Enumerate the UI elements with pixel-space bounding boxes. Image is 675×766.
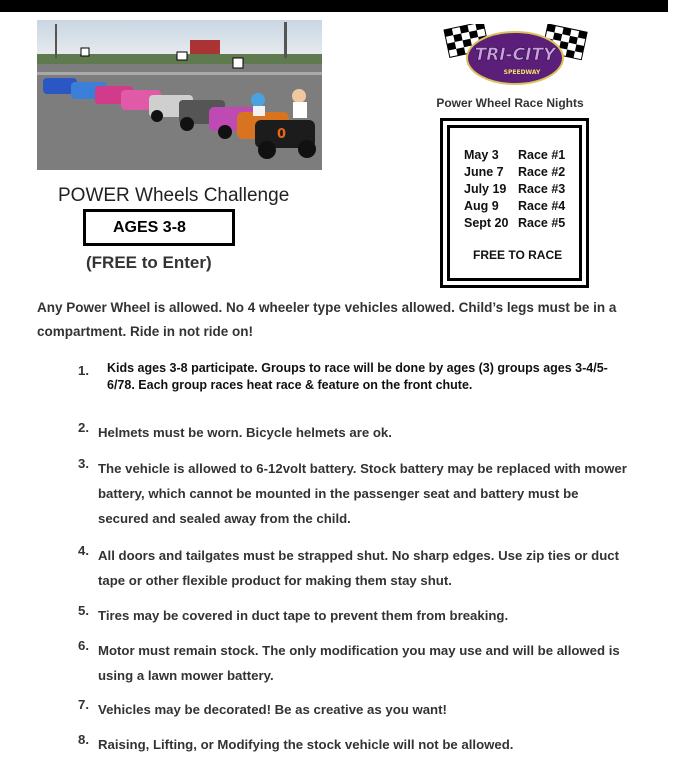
logo-subtext: SPEEDWAY xyxy=(503,69,541,76)
schedule-date: May 3 xyxy=(464,148,499,162)
schedule-race: Race #5 xyxy=(518,216,566,230)
schedule-row xyxy=(464,182,579,199)
rule-item xyxy=(78,543,628,593)
schedule-date: June 7 xyxy=(464,165,504,179)
challenge-title: POWER Wheels Challenge xyxy=(58,185,290,206)
rule-text: Tires may be covered in duct tape to prevent them from breaking. xyxy=(98,608,509,623)
rule-item xyxy=(78,697,628,722)
rule-number: 2. xyxy=(78,420,89,435)
right-margin xyxy=(668,0,675,766)
tri-city-speedway-logo xyxy=(440,24,590,90)
rule-item xyxy=(78,638,628,688)
rule-text: Helmets must be worn. Bicycle helmets are ok. xyxy=(98,425,392,440)
ages-box: AGES 3-8 xyxy=(83,209,235,246)
schedule-race: Race #1 xyxy=(518,148,566,162)
rule-number: 7. xyxy=(78,697,89,712)
rule-number: 5. xyxy=(78,603,89,618)
schedule-row xyxy=(464,216,579,233)
schedule-race: Race #3 xyxy=(518,182,566,196)
rule-item xyxy=(78,420,628,445)
rule-item xyxy=(78,360,628,393)
rule-number: 3. xyxy=(78,456,89,471)
svg-text:0: 0 xyxy=(277,127,287,142)
rule-text: Motor must remain stock. The only modification you may use and will be allowed is using a lawn mower battery. xyxy=(98,643,620,683)
rule-text: All doors and tailgates must be strapped shut. No sharp edges. Use zip ties or duct tape or other flexible product for making them stay shut. xyxy=(98,548,620,588)
schedule-date: July 19 xyxy=(464,182,507,196)
rule-item xyxy=(78,603,628,628)
logo-text: TRI-CITY xyxy=(474,45,556,65)
schedule-date: Aug 9 xyxy=(464,199,499,213)
race-photo xyxy=(37,20,322,170)
schedule-box xyxy=(440,118,589,288)
free-to-enter-note: (FREE to Enter) xyxy=(86,253,212,272)
rule-text: The vehicle is allowed to 6-12volt battery. Stock battery may be replaced with mower battery, which cannot be mounted in the passenger seat and battery must be secured and sealed away from the child. xyxy=(98,461,627,526)
schedule-inner-border xyxy=(447,125,582,281)
schedule-row xyxy=(464,165,579,182)
rule-item xyxy=(78,456,628,531)
free-to-race-note: FREE TO RACE xyxy=(473,248,563,262)
rule-number: 4. xyxy=(78,543,89,558)
rule-text: Kids ages 3-8 participate. Groups to race will be done by ages (3) groups ages 3-4/5-6/78. Each group races heat race & feature on the front chute. xyxy=(107,361,608,392)
schedule-race: Race #2 xyxy=(518,165,566,179)
intro-paragraph: Any Power Wheel is allowed. No 4 wheeler type vehicles allowed. Child’s legs must be in a compartment. Ride in not ride on! xyxy=(37,300,617,339)
schedule-row xyxy=(464,148,579,165)
rule-item xyxy=(78,732,628,757)
rule-number: 8. xyxy=(78,732,89,747)
schedule-race: Race #4 xyxy=(518,199,566,213)
rule-text: Raising, Lifting, or Modifying the stock vehicle will not be allowed. xyxy=(98,737,514,752)
top-border-bar xyxy=(0,0,668,12)
race-nights-title: Power Wheel Race Nights xyxy=(436,96,584,110)
rule-text: Vehicles may be decorated! Be as creative as you want! xyxy=(98,702,447,717)
rule-number: 6. xyxy=(78,638,89,653)
schedule-date: Sept 20 xyxy=(464,216,509,230)
rule-number: 1. xyxy=(78,363,89,378)
schedule-row xyxy=(464,199,579,216)
